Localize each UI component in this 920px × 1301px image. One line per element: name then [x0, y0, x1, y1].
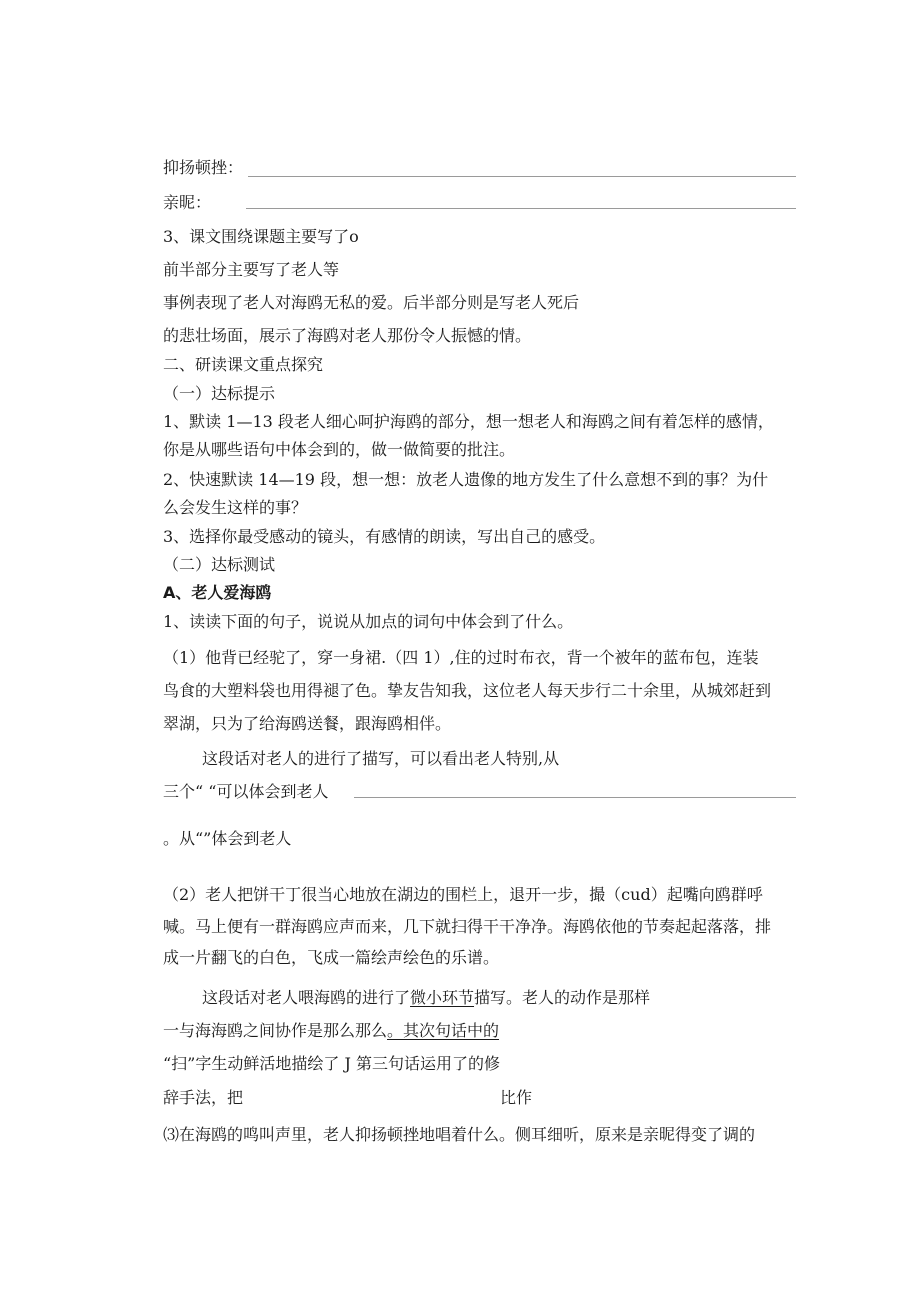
line-yiyang: 抑扬顿挫： — [163, 158, 244, 177]
text-segment: 描写。老人的动作是那样 — [474, 988, 651, 1007]
section-heading: 二、研读课文重点探究 — [163, 355, 324, 374]
text-line: 1、读读下面的句子，说说从加点的词句中体会到了什么。 — [163, 612, 574, 631]
text-segment: 一与海海鸥之间协作是那么那么 — [163, 1021, 388, 1040]
text-line — [202, 988, 650, 1008]
text-line: （2）老人把饼干丁很当心地放在湖边的围栏上，退开一步，撮（cud）起嘴向鸥群呼 — [163, 885, 763, 904]
text-line: 1、默读 1—13 段老人细心呵护海鸥的部分，想一想老人和海鸥之间有着怎样的感情， — [163, 412, 774, 431]
text-line: 三个“ “可以体会到老人 — [163, 782, 329, 801]
answer-blank[interactable] — [354, 797, 796, 798]
text-line: 前半部分主要写了老人等 — [163, 260, 340, 279]
text-line: “扫”字生动鲜活地描绘了 J 第三句话运用了的修 — [163, 1054, 500, 1073]
underlined-answer: 微小环节 — [410, 988, 475, 1007]
text-line — [163, 1021, 499, 1041]
text-line: 这段话对老人的进行了描写，可以看出老人特别,从 — [202, 749, 560, 768]
subsection-heading: （二）达标测试 — [163, 555, 276, 574]
text-line: 么会发生这样的事？ — [163, 498, 308, 517]
question-3: 3、课文围绕课题主要写了o — [163, 227, 359, 246]
blank-yiyang[interactable] — [248, 176, 796, 177]
part-heading: A、老人爱海鸥 — [163, 583, 272, 602]
text-line: ⑶在海鸥的鸣叫声里，老人抑扬顿挫地唱着什么。侧耳细听，原来是亲昵得变了调的 — [163, 1125, 756, 1144]
text-segment: 这段话对老人喂海鸥的进行了 — [202, 988, 411, 1007]
text-line: 3、选择你最受感动的镜头，有感情的朗读，写出自己的感受。 — [163, 527, 606, 546]
blank-qinni[interactable] — [246, 208, 796, 209]
subsection-heading: （一）达标提示 — [163, 384, 276, 403]
text-line: 的悲壮场面，展示了海鸥对老人那份令人振憾的情。 — [163, 326, 532, 345]
text-line: 。从“”体会到老人 — [163, 829, 292, 848]
underlined-text: 。其次句话中的 — [387, 1021, 500, 1040]
text-line: 翠湖，只为了给海鸥送餐，跟海鸥相伴。 — [163, 714, 452, 733]
text-line: 你是从哪些语句中体会到的，做一做简要的批注。 — [163, 440, 516, 459]
text-line: 事例表现了老人对海鸥无私的爱。后半部分则是写老人死后 — [163, 293, 580, 312]
text-line: 鸟食的大塑料袋也用得褪了色。挚友告知我，这位老人每天步行二十余里，从城郊赶到 — [163, 681, 772, 700]
text-line: 成一片翻飞的白色，飞成一篇绘声绘色的乐谱。 — [163, 948, 500, 967]
text-line: 辞手法，把 — [163, 1088, 244, 1107]
text-line: 喊。马上便有一群海鸥应声而来，几下就扫得干干净净。海鸥依他的节奏起起落落，排 — [163, 917, 772, 936]
line-qinni: 亲昵： — [163, 193, 212, 212]
text-line: 2、快速默读 14—19 段，想一想：放老人遗像的地方发生了什么意想不到的事？为什 — [163, 470, 769, 489]
text-line: 比作 — [500, 1088, 533, 1107]
text-line: （1）他背已经驼了，穿一身裙.（四 1）,住的过时布衣，背一个被年的蓝布包，连装 — [163, 648, 759, 667]
